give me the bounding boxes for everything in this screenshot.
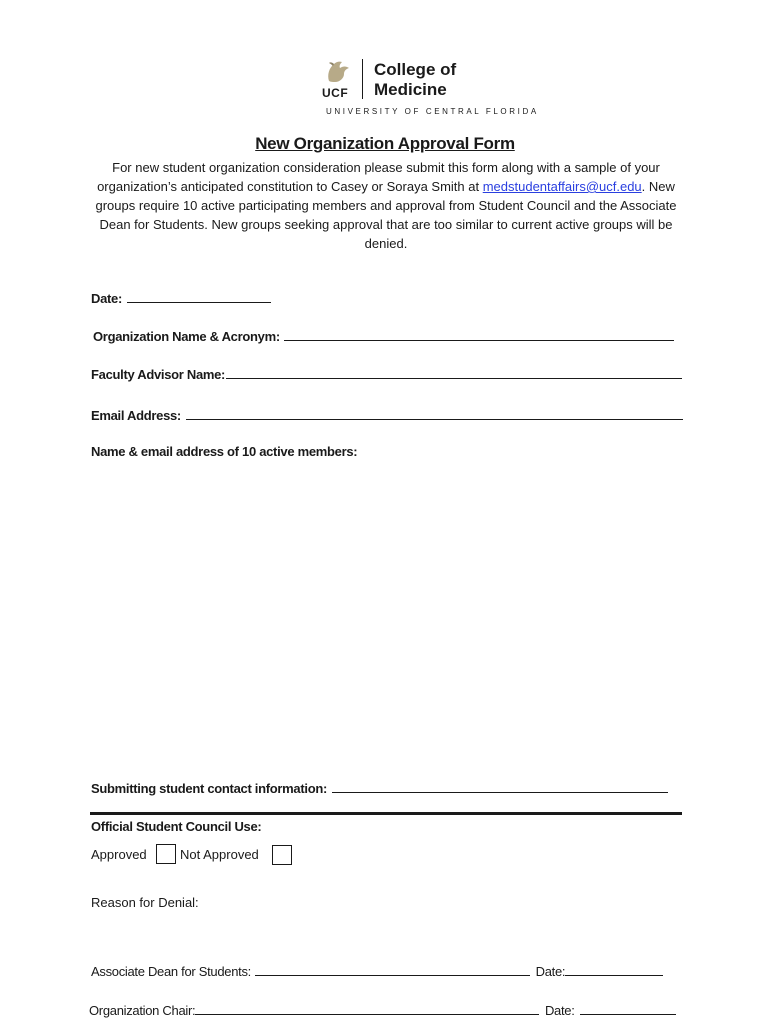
advisor-input-line[interactable] bbox=[226, 365, 682, 379]
intro-paragraph bbox=[86, 158, 686, 253]
submitter-input-line[interactable] bbox=[332, 779, 668, 793]
college-name-line2: Medicine bbox=[374, 80, 447, 99]
email-label: Email Address: bbox=[91, 408, 181, 423]
advisor-field bbox=[91, 365, 682, 382]
not-approved-label: Not Approved bbox=[180, 847, 259, 862]
official-use-heading-text: Official Student Council Use: bbox=[91, 819, 262, 834]
dean-signature-field bbox=[91, 962, 663, 979]
org-name-input-line[interactable] bbox=[284, 327, 674, 341]
submitter-label: Submitting student contact information: bbox=[91, 781, 328, 796]
org-name-label: Organization Name & Acronym: bbox=[93, 329, 280, 344]
approved-checkbox[interactable] bbox=[156, 844, 176, 864]
dean-label: Associate Dean for Students: bbox=[91, 964, 251, 979]
email-link[interactable]: medstudentaffairs@ucf.edu bbox=[482, 179, 642, 194]
chair-signature-field bbox=[89, 1001, 676, 1018]
university-name: UNIVERSITY OF CENTRAL FLORIDA bbox=[326, 107, 539, 116]
logo-divider bbox=[362, 59, 363, 99]
not-approved-checkbox[interactable] bbox=[272, 845, 292, 865]
form-title: New Organization Approval Form bbox=[255, 134, 515, 153]
dean-date-line[interactable] bbox=[565, 962, 663, 976]
reason-label: Reason for Denial: bbox=[91, 895, 199, 910]
pegasus-icon bbox=[325, 59, 351, 85]
submitter-field bbox=[91, 779, 668, 796]
date-label: Date: bbox=[91, 291, 123, 306]
advisor-label: Faculty Advisor Name: bbox=[91, 367, 226, 382]
date-field bbox=[91, 289, 271, 306]
chair-signature-line[interactable] bbox=[195, 1001, 539, 1015]
date-input-line[interactable] bbox=[127, 289, 271, 303]
section-divider bbox=[90, 812, 682, 815]
chair-label: Organization Chair: bbox=[89, 1003, 196, 1018]
chair-date-label: Date: bbox=[544, 1003, 575, 1018]
email-input-line[interactable] bbox=[186, 406, 683, 420]
ucf-wordmark: UCF bbox=[322, 86, 349, 100]
org-name-field bbox=[93, 327, 674, 344]
intro-text-before: For new student organization consideration please submit this form along with a sample of your organization’s anticipated constitution to Casey or Soraya Smith at bbox=[97, 160, 660, 194]
official-use-heading bbox=[91, 819, 261, 834]
members-label: Name & email address of 10 active members: bbox=[91, 444, 358, 459]
approved-label: Approved bbox=[91, 847, 147, 862]
dean-signature-line[interactable] bbox=[255, 962, 530, 976]
ucf-college-of-medicine-logo bbox=[322, 57, 539, 119]
college-name-line1: College of bbox=[374, 60, 457, 79]
members-field bbox=[91, 444, 357, 459]
email-field bbox=[91, 406, 683, 423]
intro-text-after: . New groups require 10 active participating members and approval from Student Council and the Associate Dean for Students. New groups seeking approval that are too similar to current active groups will be denied. bbox=[95, 179, 677, 251]
chair-date-line[interactable] bbox=[580, 1001, 676, 1015]
dean-date-label: Date: bbox=[535, 964, 566, 979]
